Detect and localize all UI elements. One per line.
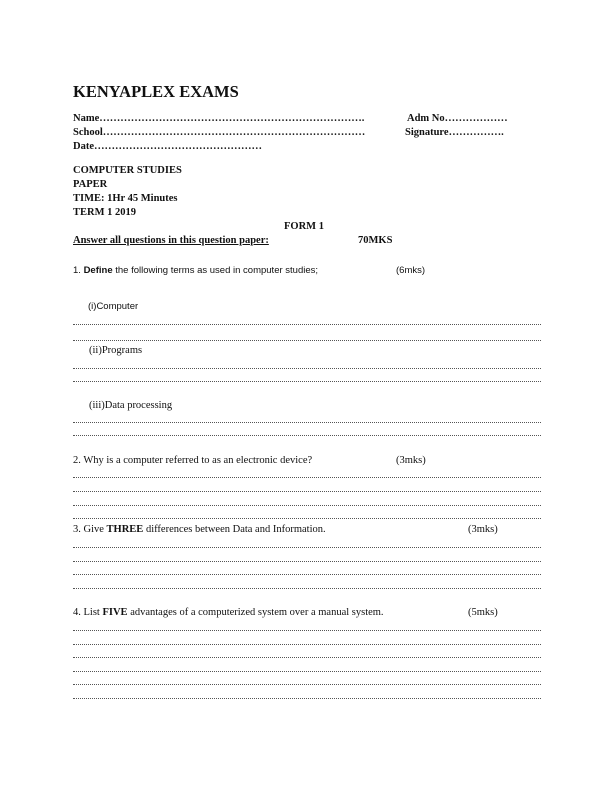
q-text: advantages of a computerized system over a manual system.: [127, 607, 384, 618]
name-field: Name………………………………………………………………….: [73, 113, 365, 124]
answer-line: [73, 477, 541, 478]
total-marks: 70MKS: [358, 235, 393, 246]
subject: COMPUTER STUDIES: [73, 165, 182, 176]
question-4-marks: (5mks): [468, 607, 498, 618]
question-2-marks: (3mks): [396, 455, 426, 466]
q-text: differences between Data and Information.: [143, 524, 326, 535]
exam-title: KENYAPLEX EXAMS: [73, 82, 239, 101]
answer-line: [73, 340, 541, 341]
part-i: (i)Computer: [88, 301, 139, 312]
paper: PAPER: [73, 179, 108, 190]
q-num: 3. Give: [73, 524, 107, 535]
question-2: [73, 456, 312, 467]
answer-line: [73, 505, 541, 506]
part-iii: (iii)Data processing: [89, 400, 173, 411]
answer-line: [73, 368, 541, 369]
question-1-marks: (6mks): [396, 265, 426, 276]
question-4: [73, 608, 384, 619]
question-3: [73, 525, 326, 536]
answer-line: [73, 381, 541, 382]
term: TERM 1 2019: [73, 207, 136, 218]
answer-line: [73, 518, 541, 519]
answer-line: [73, 644, 541, 645]
answer-line: [73, 588, 541, 589]
answer-line: [73, 671, 541, 672]
answer-line: [73, 684, 541, 685]
question-1: [73, 266, 318, 276]
q-num: 4. List: [73, 607, 103, 618]
form: FORM 1: [284, 221, 324, 232]
time: TIME: 1Hr 45 Minutes: [73, 193, 178, 204]
answer-line: [73, 574, 541, 575]
answer-line: [73, 422, 541, 423]
question-3-marks: (3mks): [468, 524, 498, 535]
answer-line: [73, 561, 541, 562]
answer-line: [73, 547, 541, 548]
q-num: 1.: [73, 265, 84, 276]
q-text: the following terms as used in computer studies;: [112, 265, 319, 276]
q-bold: THREE: [106, 524, 144, 535]
q-bold: Define: [83, 265, 113, 276]
answer-line: [73, 630, 541, 631]
answer-line: [73, 324, 541, 325]
instruction: [73, 236, 269, 247]
q-text: Why is a computer referred to as an electronic device?: [83, 455, 313, 466]
part-ii: (ii)Programs: [89, 345, 143, 356]
answer-line: [73, 698, 541, 699]
school-field: School…………………………………………………………………: [73, 127, 366, 138]
signature-field: Signature…………….: [405, 127, 504, 138]
answer-line: [73, 435, 541, 436]
adm-no-field: Adm No………………: [407, 113, 508, 124]
instruction-text: Answer all questions in this question paper:: [73, 235, 269, 246]
answer-line: [73, 657, 541, 658]
date-field: Date…………………………………………: [73, 141, 262, 152]
answer-line: [73, 491, 541, 492]
q-num: 2.: [73, 455, 84, 466]
q-bold: FIVE: [102, 607, 128, 618]
